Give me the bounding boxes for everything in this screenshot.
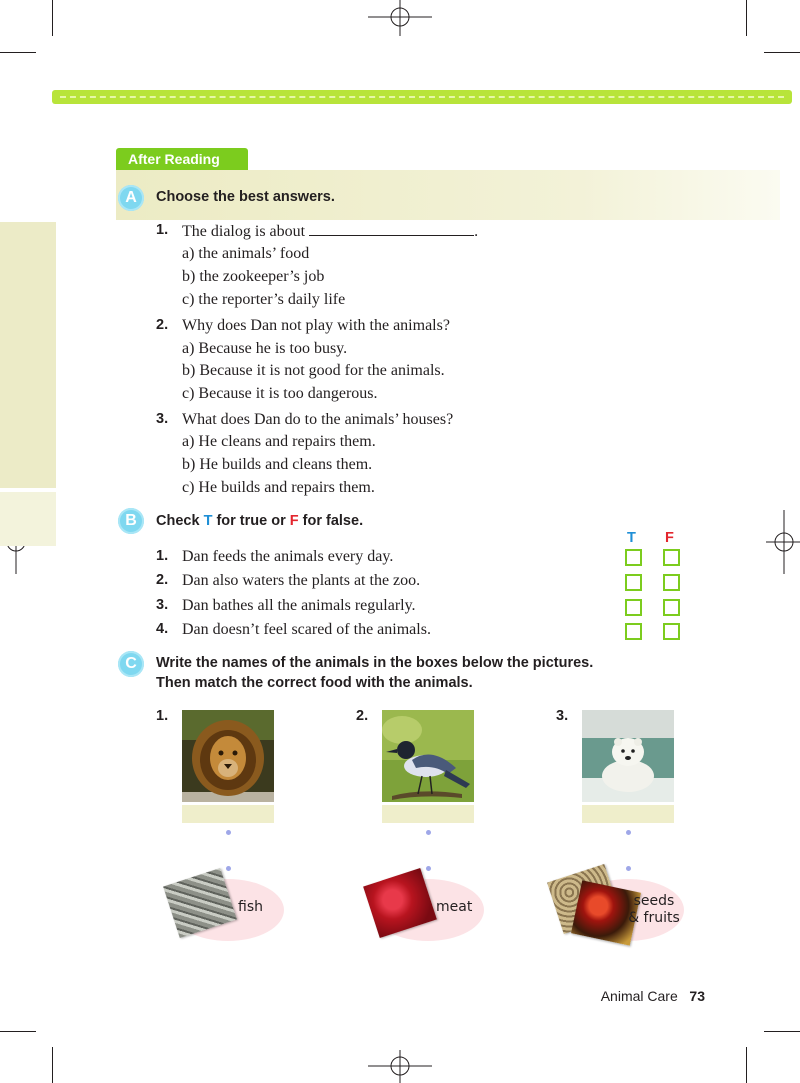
- question-3-number: 3.: [156, 411, 169, 427]
- checkbox-true-3[interactable]: [625, 599, 642, 616]
- question-3-option-a: a) He cleans and repairs them.: [182, 433, 376, 450]
- checkbox-true-2[interactable]: [625, 574, 642, 591]
- question-2-number: 2.: [156, 317, 169, 333]
- true-letter: T: [203, 513, 213, 529]
- part-c-instruction-line-1: Write the names of the animals in the boxes below the pictures.: [156, 655, 594, 671]
- animal-3-number: 3.: [556, 708, 569, 724]
- part-a-badge: A: [118, 185, 144, 211]
- bird-illustration: [382, 710, 474, 802]
- polar-bear-picture: [582, 710, 674, 802]
- question-1-number: 1.: [156, 222, 169, 238]
- checkbox-false-3[interactable]: [663, 599, 680, 616]
- true-column-header: T: [627, 530, 636, 546]
- checkbox-true-4[interactable]: [625, 623, 642, 640]
- match-dot-animal-2[interactable]: [426, 830, 431, 835]
- question-2-text: Why does Dan not play with the animals?: [182, 317, 450, 334]
- match-dot-food-2[interactable]: [426, 866, 431, 871]
- question-1-text: [182, 220, 478, 243]
- question-2-option-b: b) Because it is not good for the animals.: [182, 362, 445, 379]
- question-3-option-b: b) He builds and cleans them.: [182, 456, 373, 473]
- question-3-option-c: c) He builds and repairs them.: [182, 479, 375, 496]
- registration-mark-bottom: [368, 1050, 432, 1083]
- instruction-true: for true or: [216, 513, 286, 529]
- statement-3-text: Dan bathes all the animals regularly.: [182, 597, 416, 614]
- chapter-name: Animal Care: [600, 988, 678, 1004]
- food-3-label: [624, 893, 684, 927]
- statement-2-text: Dan also waters the plants at the zoo.: [182, 572, 421, 589]
- statement-4-number: 4.: [156, 621, 169, 637]
- false-letter: F: [289, 513, 299, 529]
- answer-blank[interactable]: [309, 220, 474, 236]
- animal-2-number: 2.: [356, 708, 369, 724]
- question-1-option-c: c) the reporter’s daily life: [182, 291, 346, 308]
- match-dot-animal-1[interactable]: [226, 830, 231, 835]
- food-3-label-line-2: & fruits: [628, 910, 680, 926]
- registration-mark-top: [368, 0, 432, 36]
- lion-illustration: [182, 710, 274, 802]
- statement-2-number: 2.: [156, 572, 169, 588]
- question-3-text: What does Dan do to the animals’ houses?: [182, 411, 454, 428]
- header-stripe: [52, 90, 792, 104]
- match-dot-food-1[interactable]: [226, 866, 231, 871]
- lion-picture: [182, 710, 274, 802]
- sidebar-band-upper: [0, 222, 56, 488]
- part-b-instruction: [156, 511, 363, 531]
- checkbox-true-1[interactable]: [625, 549, 642, 566]
- part-c-badge: C: [118, 651, 144, 677]
- false-column-header: F: [665, 530, 674, 546]
- animal-3-name-box[interactable]: [582, 805, 674, 823]
- part-a-instruction: Choose the best answers.: [156, 189, 335, 205]
- instruction-false: for false.: [302, 513, 364, 529]
- question-1-end: .: [474, 223, 479, 240]
- statement-4-text: Dan doesn’t feel scared of the animals.: [182, 621, 431, 638]
- statement-3-number: 3.: [156, 597, 169, 613]
- polar-bear-illustration: [582, 710, 674, 802]
- registration-mark-right: [766, 510, 800, 574]
- match-dot-animal-3[interactable]: [626, 830, 631, 835]
- bird-picture: [382, 710, 474, 802]
- checkbox-false-2[interactable]: [663, 574, 680, 591]
- animal-1-number: 1.: [156, 708, 169, 724]
- food-1-label: fish: [238, 899, 263, 915]
- match-dot-food-3[interactable]: [626, 866, 631, 871]
- question-1-option-b: b) the zookeeper’s job: [182, 268, 325, 285]
- food-3-label-line-1: seeds: [633, 893, 675, 909]
- statement-1-number: 1.: [156, 548, 169, 564]
- question-1-stem: The dialog is about: [182, 223, 306, 240]
- animal-2-name-box[interactable]: [382, 805, 474, 823]
- checkbox-false-1[interactable]: [663, 549, 680, 566]
- food-2-label: meat: [436, 899, 473, 915]
- part-b-badge: B: [118, 508, 144, 534]
- part-c-instruction-line-2: Then match the correct food with the animals.: [156, 675, 473, 691]
- question-2-option-c: c) Because it is too dangerous.: [182, 385, 378, 402]
- sidebar-band-lower: [0, 492, 56, 546]
- question-2-option-a: a) Because he is too busy.: [182, 340, 348, 357]
- checkbox-false-4[interactable]: [663, 623, 680, 640]
- after-reading-tab: After Reading: [116, 148, 248, 170]
- page-footer: [601, 988, 705, 1004]
- statement-1-text: Dan feeds the animals every day.: [182, 548, 394, 565]
- question-1-option-a: a) the animals’ food: [182, 245, 310, 262]
- animal-1-name-box[interactable]: [182, 805, 274, 823]
- instruction-check: Check: [156, 513, 200, 529]
- page-number: 73: [689, 988, 705, 1004]
